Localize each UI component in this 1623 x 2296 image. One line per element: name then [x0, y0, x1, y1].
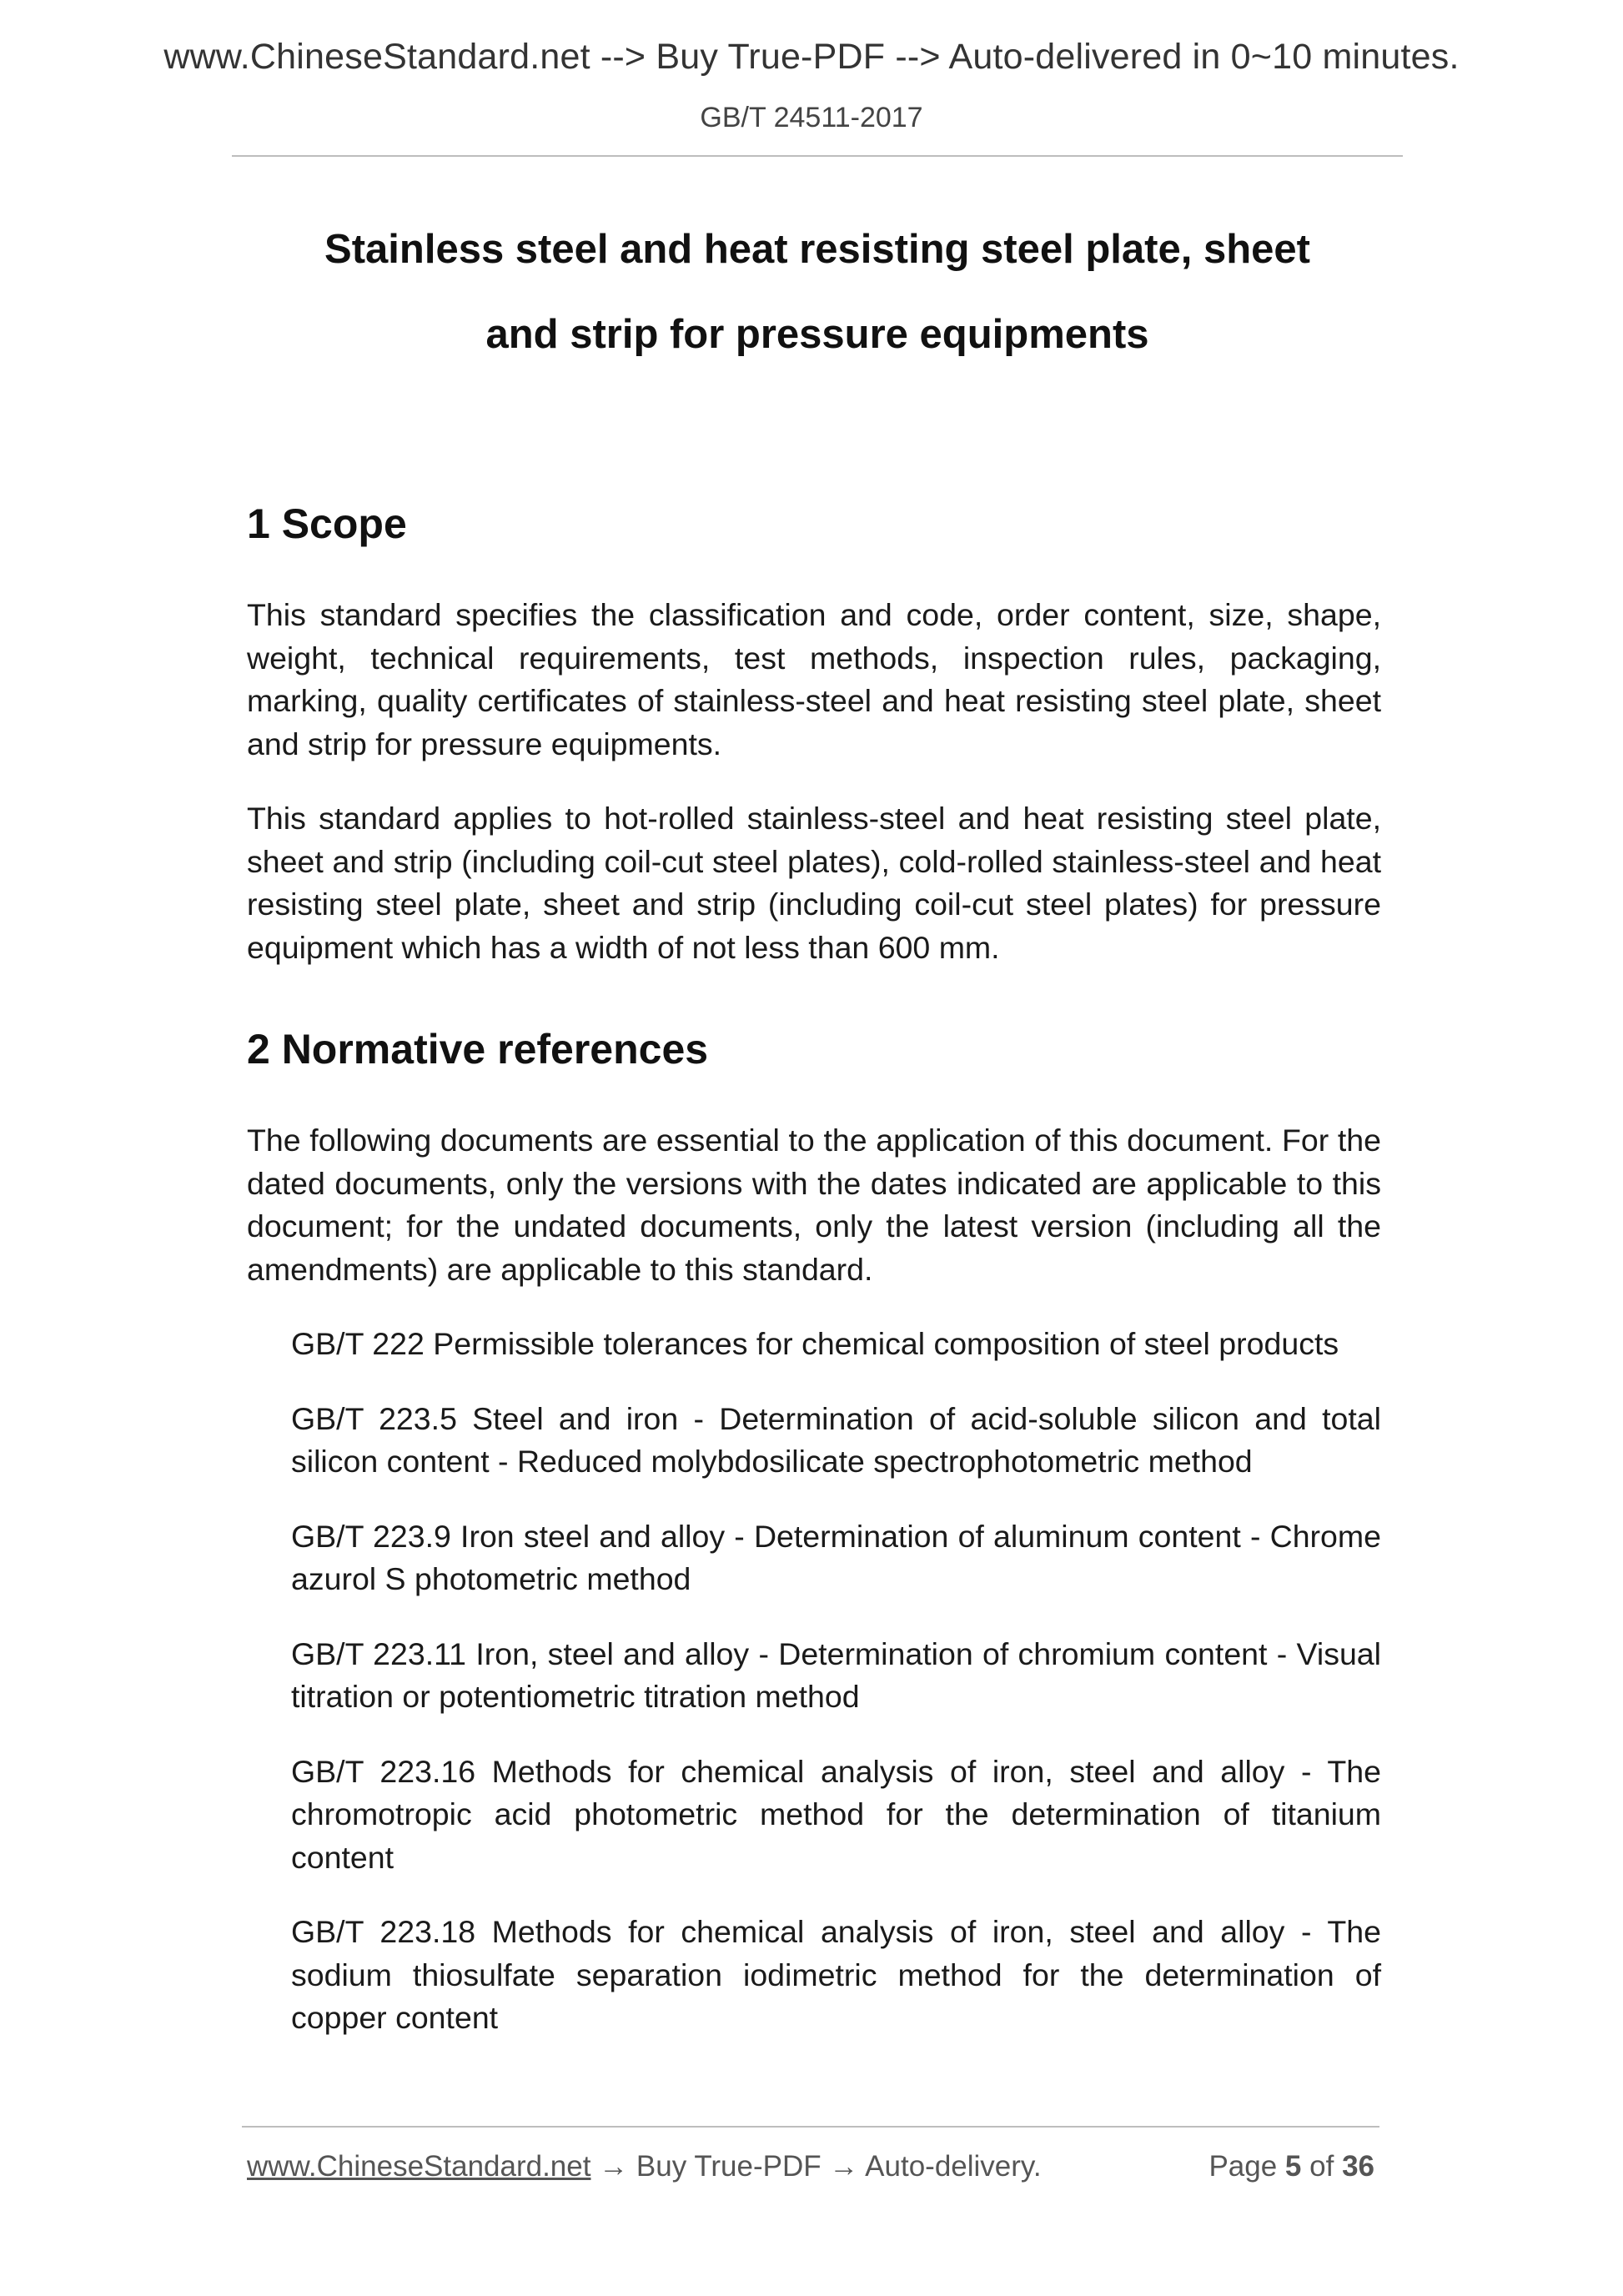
page-total: 36 — [1342, 2150, 1374, 2183]
title-line-2: and strip for pressure equipments — [485, 312, 1149, 357]
page-of-label: of — [1309, 2150, 1334, 2183]
section-heading-scope: 1 Scope — [247, 500, 407, 547]
scope-paragraph: This standard specifies the classification and code, order content, size, shape, weight, technical requirements, test methods, inspection rules, packaging, marking, quality certificates of stainless-steel and heat resisting steel plate, sheet and strip for pressure equipments. — [247, 597, 1381, 761]
footer-promo — [247, 2150, 1042, 2183]
title-line-1: Stainless steel and heat resisting steel plate, sheet — [324, 227, 1310, 272]
page-number — [1208, 2150, 1374, 2183]
footer-divider — [242, 2126, 1379, 2128]
footer-site-link[interactable]: www.ChineseStandard.net — [247, 2150, 591, 2183]
reference-item: GB/T 223.16 Methods for chemical analysis of iron, steel and alloy - The chromotropic acid photometric method for the determination of titanium content — [291, 1753, 1381, 1875]
scope-paragraph: This standard applies to hot-rolled stainless-steel and heat resisting steel plate, sheet and strip (including coil-cut steel plates), cold-rolled stainless-steel and heat resisting steel plate, sheet and strip (including coil-cut steel plates) for pressure equipment which has a width of not less than 600 mm. — [247, 801, 1381, 965]
page-current: 5 — [1284, 2150, 1302, 2183]
reference-item: GB/T 223.9 Iron steel and alloy - Determination of aluminum content - Chrome azurol S photometric method — [291, 1518, 1381, 1596]
standard-code: GB/T 24511-2017 — [700, 102, 923, 133]
document-body — [247, 492, 1381, 2072]
reference-item: GB/T 223.11 Iron, steel and alloy - Determination of chromium content - Visual titration or potentiometric titration method — [291, 1635, 1381, 1714]
page-label: Page — [1208, 2150, 1278, 2183]
reference-item: GB/T 223.5 Steel and iron - Determination of acid-soluble silicon and total silicon content - Reduced molybdosilicate spectrophotometric method — [291, 1400, 1381, 1479]
reference-item: GB/T 222 Permissible tolerances for chemical composition of steel products — [291, 1326, 1339, 1361]
reference-item: GB/T 223.18 Methods for chemical analysis of iron, steel and alloy - The sodium thiosulfate separation iodimetric method for the determination of copper content — [291, 1914, 1381, 2035]
references-intro-paragraph: The following documents are essential to the application of this document. For the dated documents, only the versions with the dates indicated are applicable to this document; for the undated documents, only the latest version (including all the amendments) are applicable to this standard. — [247, 1123, 1381, 1287]
document-title — [232, 207, 1403, 377]
section-heading-normative-references: 2 Normative references — [247, 1026, 709, 1073]
header-divider — [232, 155, 1403, 157]
site-banner: www.ChineseStandard.net --> Buy True-PDF --> Auto-delivered in 0~10 minutes. — [163, 37, 1460, 77]
footer-tagline: → Buy True-PDF → Auto-delivery. — [590, 2150, 1042, 2183]
